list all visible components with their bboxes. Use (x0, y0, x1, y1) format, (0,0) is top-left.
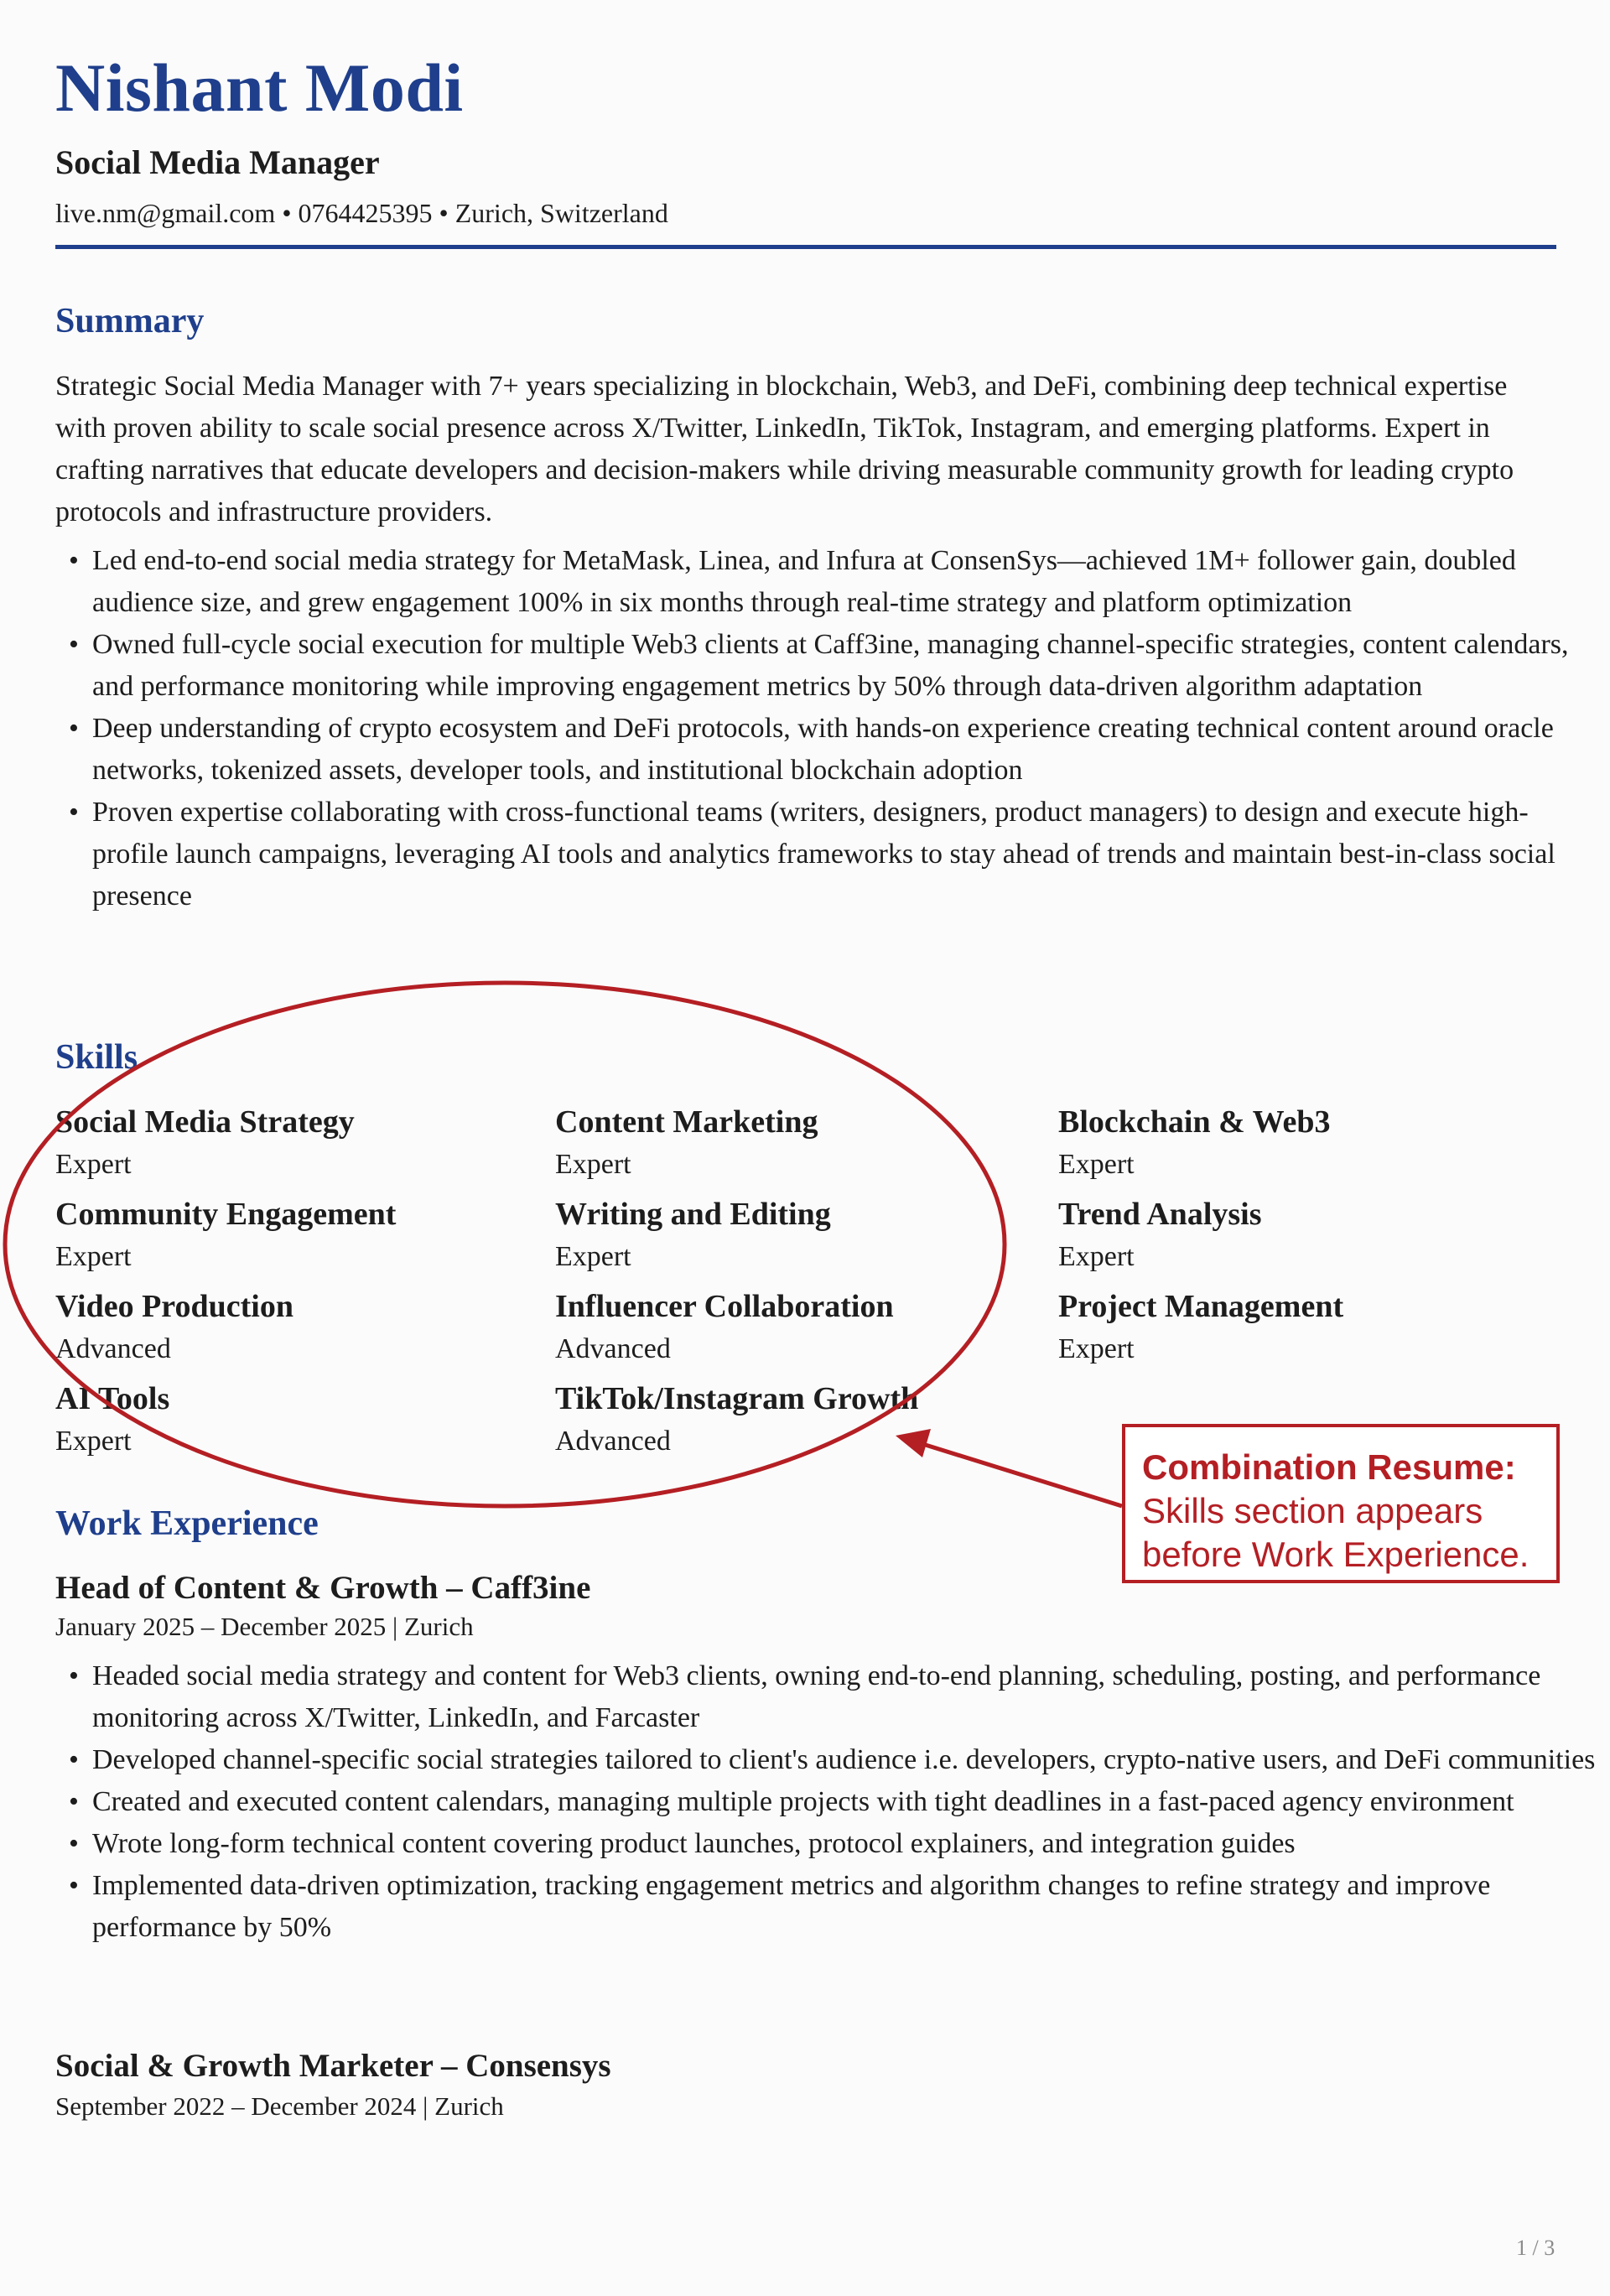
job-title: Social & Growth Marketer – Consensys (55, 2048, 611, 2084)
skill-item (1058, 1100, 1553, 1186)
skill-name: AI Tools (55, 1381, 170, 1416)
job-title: Head of Content & Growth – Caff3ine (55, 1570, 591, 1606)
skill-level: Expert (55, 1426, 132, 1457)
skill-item (55, 1100, 550, 1186)
summary-paragraph: Strategic Social Media Manager with 7+ years specializing in blockchain, Web3, and DeFi, combining deep technical expertise with proven ability to scale social presence across X/Twitter, LinkedIn, TikTok, Instagram, and emerging platforms. Expert in crafting narratives that educate developers and decision-makers while driving measurable community growth for leading crypto protocols and infrastructure providers. (55, 371, 1514, 527)
page-number: 1 / 3 (1516, 2236, 1555, 2260)
summary-bullet: • Proven expertise collaborating with cross-functional teams (writers, designers, product managers) to design and execute high-profile launch campaigns, leveraging AI tools and analytics frameworks to stay ahead of trends and maintain best-in-class social presence (92, 792, 1602, 917)
skill-name: Trend Analysis (1058, 1197, 1262, 1232)
job-bullet: • Wrote long-form technical content covering product launches, protocol explainers, and integration guides (92, 1823, 1602, 1865)
skill-name: Video Production (55, 1289, 293, 1324)
skill-level: Expert (55, 1149, 132, 1180)
job-bullet: • Developed channel-specific social strategies tailored to client's audience i.e. developers, crypto-native users, and DeFi communities (92, 1739, 1602, 1781)
job-bullet: • Implemented data-driven optimization, tracking engagement metrics and algorithm changes to refine strategy and improve performance by 50% (92, 1865, 1602, 1949)
skill-item (1058, 1192, 1553, 1278)
job-bullets (55, 1655, 1602, 1949)
skill-item (55, 1285, 550, 1370)
job-meta: September 2022 – December 2024 | Zurich (55, 2091, 504, 2121)
job-bullet: • Headed social media strategy and content for Web3 clients, owning end-to-end planning, scheduling, posting, and performance monitoring across X/Twitter, LinkedIn, and Farcaster (92, 1655, 1602, 1739)
annotation-callout (1122, 1424, 1560, 1583)
skill-item (555, 1100, 1050, 1186)
skill-level: Advanced (555, 1426, 671, 1457)
skill-level: Expert (1058, 1241, 1135, 1272)
candidate-title: Social Media Manager (55, 143, 380, 181)
skill-name: Project Management (1058, 1289, 1344, 1324)
callout-line-1: Skills section appears (1142, 1491, 1483, 1530)
work-heading: Work Experience (55, 1504, 319, 1543)
skills-grid (55, 1100, 1565, 1469)
skill-item (55, 1377, 550, 1462)
callout-line-2: before Work Experience. (1142, 1535, 1530, 1574)
skills-heading: Skills (55, 1038, 138, 1077)
skill-name: Community Engagement (55, 1197, 397, 1232)
candidate-name: Nishant Modi (55, 49, 464, 126)
skill-level: Expert (555, 1149, 631, 1180)
skill-item (555, 1192, 1050, 1278)
skill-level: Advanced (55, 1333, 171, 1364)
summary-bullet: • Led end-to-end social media strategy for MetaMask, Linea, and Infura at ConsenSys—achieved 1M+ follower gain, doubled audience size, and grew engagement 100% in six months through real-time strategy and platform optimization (92, 540, 1602, 624)
skill-name: Content Marketing (555, 1104, 818, 1140)
skill-level: Expert (555, 1241, 631, 1272)
skill-name: Social Media Strategy (55, 1104, 355, 1140)
skill-item (1058, 1285, 1553, 1370)
skill-item (55, 1192, 550, 1278)
skill-level: Expert (1058, 1333, 1135, 1364)
skill-item (555, 1285, 1050, 1370)
job-meta: January 2025 – December 2025 | Zurich (55, 1612, 474, 1641)
skill-name: Writing and Editing (555, 1197, 831, 1232)
skill-name: Blockchain & Web3 (1058, 1104, 1331, 1140)
contact-line: live.nm@gmail.com • 0764425395 • Zurich, Switzerland (55, 198, 668, 228)
job-bullet: • Created and executed content calendars, managing multiple projects with tight deadlines in a fast-paced agency environment (92, 1781, 1602, 1823)
skill-level: Expert (55, 1241, 132, 1272)
skill-level: Advanced (555, 1333, 671, 1364)
summary-bullet: • Deep understanding of crypto ecosystem and DeFi protocols, with hands-on experience creating technical content around oracle networks, tokenized assets, developer tools, and institutional blockchain adoption (92, 708, 1602, 792)
skill-level: Expert (1058, 1149, 1135, 1180)
skill-name: Influencer Collaboration (555, 1289, 894, 1324)
skill-name: TikTok/Instagram Growth (555, 1381, 919, 1416)
summary-heading: Summary (55, 302, 205, 340)
skill-item (555, 1377, 1050, 1462)
summary-bullets (55, 540, 1602, 917)
summary-bullet: • Owned full-cycle social execution for multiple Web3 clients at Caff3ine, managing channel-specific strategies, content calendars, and performance monitoring while improving engagement metrics by 50% through data-driven algorithm adaptation (92, 624, 1602, 708)
callout-heading: Combination Resume: (1142, 1447, 1516, 1487)
header-divider (55, 245, 1556, 249)
